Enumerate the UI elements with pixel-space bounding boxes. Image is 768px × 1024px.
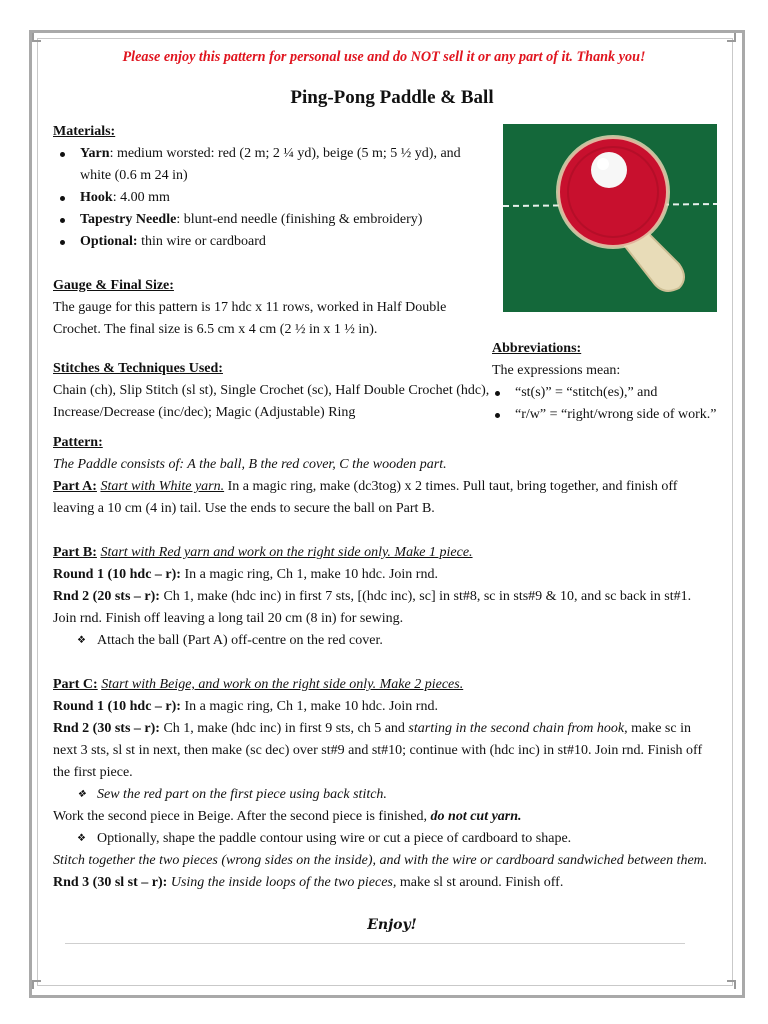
corner-ornament xyxy=(32,33,41,42)
part-c-second-piece: Work the second piece in Beige. After the second piece is finished, do not cut yarn. xyxy=(53,809,522,824)
list-item: Tapestry Needle: blunt-end needle (finishing & embroidery) xyxy=(53,209,493,231)
page-title: Ping-Pong Paddle & Ball xyxy=(290,87,494,108)
footer-divider xyxy=(65,943,685,944)
part-c-round-1: Round 1 (10 hdc – r): In a magic ring, Ch 1, make 10 hdc. Join rnd. xyxy=(53,699,438,714)
pattern-heading: Pattern: xyxy=(53,435,103,450)
list-item: “r/w” = “right/wrong side of work.” xyxy=(488,404,732,426)
stitches-heading: Stitches & Techniques Used: xyxy=(53,361,223,376)
stitches-text: Increase/Decrease (inc/dec); Magic (Adjustable) Ring xyxy=(53,405,356,420)
list-item: Optional: thin wire or cardboard xyxy=(53,231,493,253)
corner-ornament xyxy=(727,980,736,989)
part-c-note: ❖ Optionally, shape the paddle contour using wire or cut a piece of cardboard to shape. xyxy=(53,828,733,850)
gauge-heading: Gauge & Final Size: xyxy=(53,278,174,293)
materials-heading: Materials: xyxy=(53,124,116,139)
abbreviations-intro: The expressions mean: xyxy=(492,363,621,378)
list-item: Hook: 4.00 mm xyxy=(53,187,493,209)
materials-list xyxy=(53,143,493,253)
part-c-round-2: next 3 sts, sl st in next, then make (sc dec) over st#9 and st#10; continue with (hdc inc) in st#10. Join rnd. Finish off xyxy=(53,743,703,758)
footer-enjoy: Enjoy! xyxy=(367,917,417,933)
part-c-note: ❖ Sew the red part on the first piece using back stitch. xyxy=(53,784,733,806)
part-c-heading: Part C: Start with Beige, and work on the right side only. Make 2 pieces. xyxy=(53,677,464,692)
part-c-round-2: the first piece. xyxy=(53,765,133,780)
part-b-round-2: Join rnd. Finish off leaving a long tail 20 cm (8 in) for sewing. xyxy=(53,611,404,626)
part-b-round-2: Rnd 2 (20 sts – r): Ch 1, make (hdc inc) in first 7 sts, [(hdc inc), sc] in st#8, sc in sts#9 & 10, and sc back in st#1. xyxy=(53,589,692,604)
stitches-text: Chain (ch), Slip Stitch (sl st), Single Crochet (sc), Half Double Crochet (hdc), xyxy=(53,383,490,398)
corner-ornament xyxy=(32,980,41,989)
part-c-round-3: Rnd 3 (30 sl st – r): Using the inside loops of the two pieces, make sl st around. Finish off. xyxy=(53,875,564,890)
paddle-photo xyxy=(503,124,717,312)
part-b-heading: Part B: Start with Red yarn and work on the right side only. Make 1 piece. xyxy=(53,545,473,560)
list-item: Yarn: medium worsted: red (2 m; 2 ¼ yd), beige (5 m; 5 ½ yd), and white (0.6 m 24 in) xyxy=(53,143,493,187)
abbreviations-list xyxy=(488,382,732,426)
abbreviations-heading: Abbreviations: xyxy=(492,341,582,356)
gauge-text: The gauge for this pattern is 17 hdc x 11 rows, worked in Half Double xyxy=(53,300,447,315)
gauge-text: Crochet. The final size is 6.5 cm x 4 cm (2 ½ in x 1 ½ in). xyxy=(53,322,378,337)
part-c-round-2: Rnd 2 (30 sts – r): Ch 1, make (hdc inc) in first 9 sts, ch 5 and starting in the second chain from hook, make sc in xyxy=(53,721,691,736)
list-item: “st(s)” = “stitch(es),” and xyxy=(488,382,732,404)
part-b-round-1: Round 1 (10 hdc – r): In a magic ring, Ch 1, make 10 hdc. Join rnd. xyxy=(53,567,438,582)
part-b-note: ❖ Attach the ball (Part A) off-centre on the red cover. xyxy=(53,630,733,652)
pattern-intro: The Paddle consists of: A the ball, B the red cover, C the wooden part. xyxy=(53,457,447,472)
part-a-text: Part A: Start with White yarn. In a magic ring, make (dc3tog) x 2 times. Pull taut, bring together, and finish off xyxy=(53,479,678,494)
usage-notice: Please enjoy this pattern for personal use and do NOT sell it or any part of it. Thank you! xyxy=(122,49,646,65)
corner-ornament xyxy=(727,33,736,42)
part-a-text: leaving a 10 cm (4 in) tail. Use the ends to secure the ball on Part B. xyxy=(53,501,435,516)
part-c-stitch-together: Stitch together the two pieces (wrong sides on the inside), and with the wire or cardboard sandwiched between them. xyxy=(53,853,708,868)
